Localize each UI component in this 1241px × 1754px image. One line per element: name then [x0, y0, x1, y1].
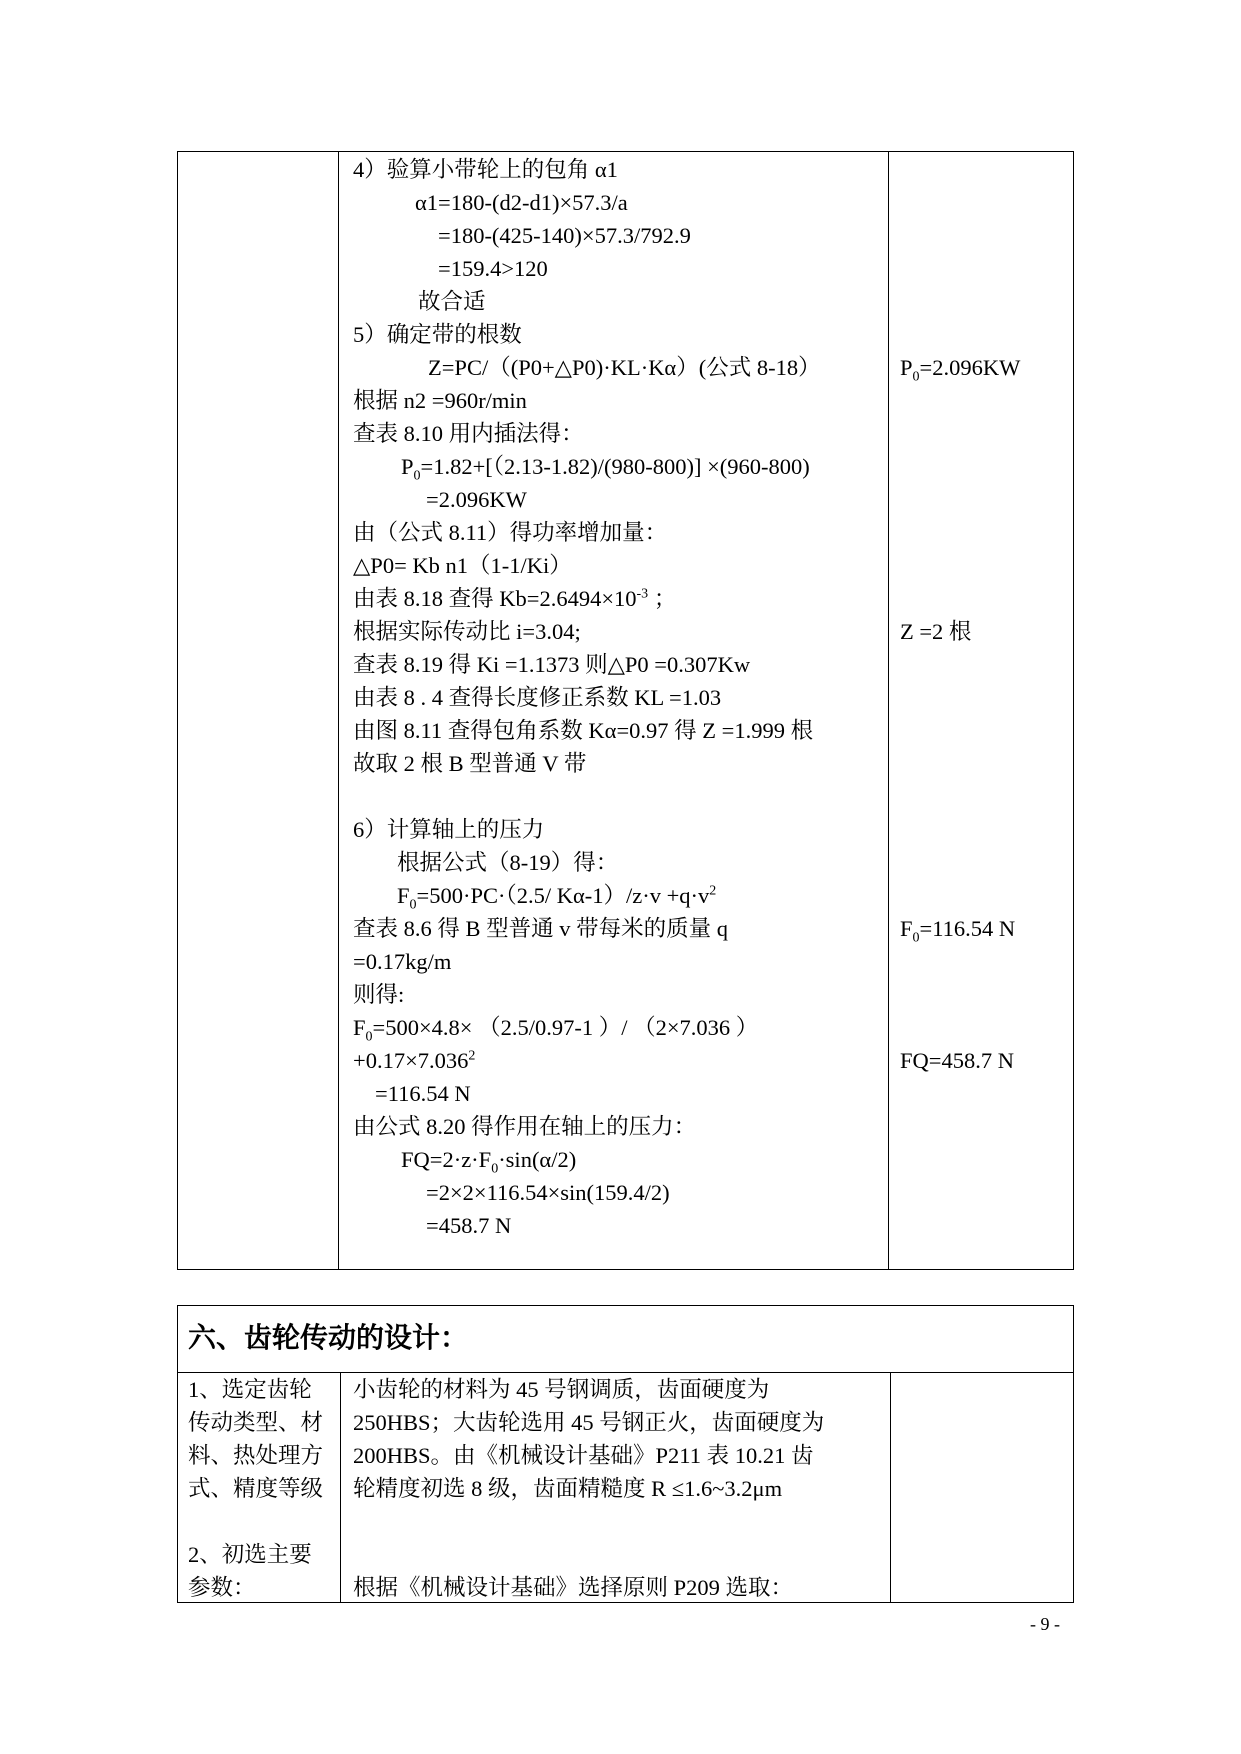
text-line: 则得:	[353, 982, 405, 1007]
formula-line: α1=180-(d2-d1)×57.3/a	[415, 190, 628, 215]
item-label: 参数：	[188, 1575, 256, 1600]
calculation-table	[177, 151, 1074, 1270]
item-label: 式、精度等级	[188, 1476, 324, 1501]
formula-line: =116.54 N	[375, 1081, 471, 1106]
text-line: 查表 8.6 得 B 型普通 v 带每米的质量 q	[353, 916, 729, 941]
result-f0: $F_0=116.54$ N	[900, 916, 1016, 946]
formula-line: $F_0=500\times 4.8\times (2.5/0.97-1$ ）/ （2×7.036 ）	[353, 1015, 759, 1045]
text-line: 故取 2 根 B 型普通 V 带	[353, 751, 587, 776]
text-line: =0.17kg/m	[353, 949, 452, 974]
text-line: 250HBS；大齿轮选用 45 号钢正火，齿面硬度为	[353, 1410, 825, 1435]
step-heading: 5）确定带的根数	[353, 322, 522, 347]
column-divider	[340, 1372, 341, 1602]
text-line: 故合适	[418, 289, 486, 314]
text-line: 由表 8 . 4 查得长度修正系数 KL =1.03	[353, 685, 722, 710]
text-line: 由公式 8.20 得作用在轴上的压力：	[353, 1114, 697, 1139]
formula-line: =2×2×116.54×sin(159.4/2)	[426, 1180, 670, 1205]
formula-line: $F_0=500\cdot PC\cdot(2.5/$ $K\alpha-1)/z\cdot v +q\cdot v^2$	[397, 883, 717, 913]
formula-line: =159.4>120	[438, 256, 548, 281]
item-label: 料、热处理方	[188, 1443, 324, 1468]
text-line: 根据《机械设计基础》选择原则 P209 选取：	[353, 1575, 794, 1600]
text-line: 200HBS。由《机械设计基础》P211 表 10.21 齿	[353, 1443, 814, 1468]
text-line: 轮精度初选 8 级，齿面精糙度 R ≤1.6~3.2μm	[353, 1476, 783, 1501]
text-line: 根据实际传动比 i=3.04;	[353, 619, 581, 644]
formula-line: =2.096KW	[426, 487, 527, 512]
item-label: 2、初选主要	[188, 1542, 312, 1567]
column-divider	[338, 152, 339, 1269]
result-p0: $P_0=2.096KW$	[900, 355, 1021, 385]
formula-line: =458.7 N	[426, 1213, 512, 1238]
text-line: 小齿轮的材料为 45 号钢调质，齿面硬度为	[353, 1377, 770, 1402]
column-divider	[888, 152, 889, 1269]
result-fq: FQ=458.7 N	[900, 1048, 1014, 1073]
gear-design-table	[177, 1305, 1074, 1603]
formula-line: △P0= Kb n1（1-1/Ki）	[353, 553, 572, 578]
text-line: 查表 8.10 用内插法得：	[353, 421, 584, 446]
text-line: 根据公式（8-19）得：	[397, 850, 619, 875]
item-label: 传动类型、材	[188, 1410, 324, 1435]
formula-line: $FQ=2\cdot z\cdot F_0\cdot\sin(\alpha/2)$	[401, 1147, 577, 1177]
page-number: - 9 -	[1030, 1614, 1060, 1634]
formula-line: Z=PC/（(P0+△P0)·KL·Kα）(公式 8-18）	[428, 355, 821, 380]
column-divider	[890, 1372, 891, 1602]
text-line: 根据 n2 =960r/min	[353, 388, 527, 413]
step-heading: 6）计算轴上的压力	[353, 817, 545, 842]
result-z: Z =2 根	[900, 619, 972, 644]
text-line: 查表 8.19 得 Ki =1.1373 则△P0 =0.307Kw	[353, 652, 751, 677]
section-title: 六、齿轮传动的设计：	[188, 1321, 469, 1354]
text-line: 由表 8.18 查得 $Kb=2.6494\times 10^{-3}$ ；	[353, 586, 677, 611]
formula-line: =180-(425-140)×57.3/792.9	[438, 223, 691, 248]
text-line: 由（公式 8.11）得功率增加量：	[353, 520, 668, 545]
step-heading: 4）验算小带轮上的包角 α1	[353, 157, 618, 182]
text-line: 由图 8.11 查得包角系数 Kα=0.97 得 Z =1.999 根	[353, 718, 814, 743]
formula-line: $P_0=1.82+[(2.13-1.82)/(980-800)] \times(960-800)$	[401, 454, 810, 484]
formula-line: $+0.17\times 7.036^2$	[353, 1048, 476, 1073]
item-label: 1、选定齿轮	[188, 1377, 312, 1402]
